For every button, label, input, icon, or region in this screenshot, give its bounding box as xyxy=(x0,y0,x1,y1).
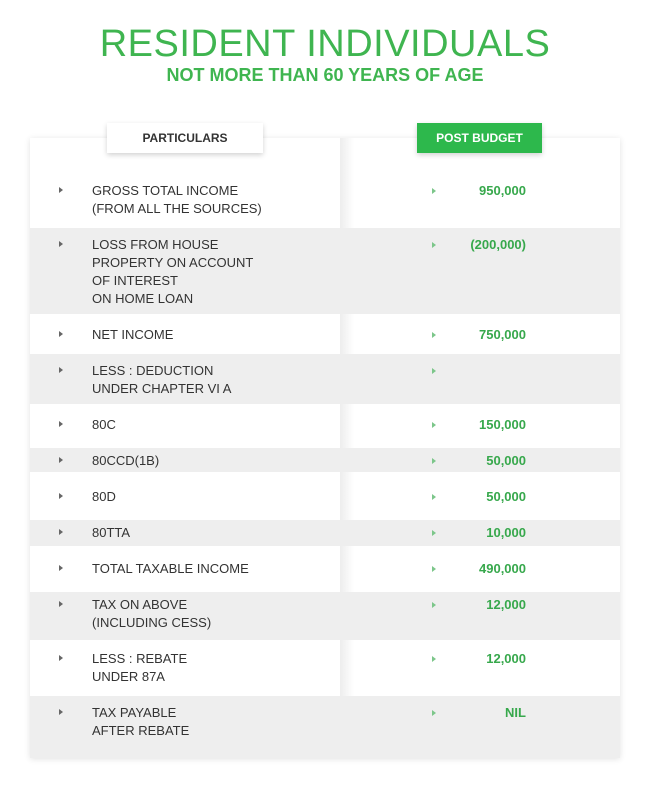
caret-right-icon xyxy=(432,368,436,374)
row-value: 750,000 xyxy=(479,327,526,342)
table-row xyxy=(30,640,620,696)
header-particulars: PARTICULARS xyxy=(107,123,263,153)
table-row xyxy=(30,354,620,404)
caret-right-icon xyxy=(432,188,436,194)
caret-right-icon xyxy=(432,710,436,716)
caret-right-icon xyxy=(59,565,63,571)
caret-right-icon xyxy=(432,530,436,536)
header-post-budget: POST BUDGET xyxy=(417,123,542,153)
row-label: TAX ON ABOVE (INCLUDING CESS) xyxy=(92,597,212,630)
row-label: GROSS TOTAL INCOME (FROM ALL THE SOURCES) xyxy=(92,183,262,216)
tax-table xyxy=(30,131,620,758)
table-row xyxy=(30,472,620,520)
caret-right-icon xyxy=(59,331,63,337)
row-label: 80TTA xyxy=(92,525,131,540)
caret-right-icon xyxy=(59,187,63,193)
table-row xyxy=(30,546,620,592)
row-label: LESS : REBATE UNDER 87A xyxy=(92,651,188,684)
row-value: 10,000 xyxy=(486,525,526,540)
caret-right-icon xyxy=(432,494,436,500)
caret-right-icon xyxy=(432,332,436,338)
caret-right-icon xyxy=(59,241,63,247)
caret-right-icon xyxy=(59,601,63,607)
row-value: 12,000 xyxy=(486,597,526,612)
caret-right-icon xyxy=(432,422,436,428)
table-row xyxy=(30,228,620,314)
table-row xyxy=(30,592,620,640)
row-label: LESS : DEDUCTION UNDER CHAPTER VI A xyxy=(92,363,232,396)
table-row xyxy=(30,520,620,546)
table-row xyxy=(30,314,620,354)
caret-right-icon xyxy=(59,457,63,463)
page-subtitle: NOT MORE THAN 60 YEARS OF AGE xyxy=(166,65,484,85)
row-value: 950,000 xyxy=(479,183,526,198)
caret-right-icon xyxy=(432,656,436,662)
row-label: TAX PAYABLE AFTER REBATE xyxy=(92,705,190,738)
table-row xyxy=(30,404,620,448)
row-value: 150,000 xyxy=(479,417,526,432)
table-row xyxy=(30,696,620,758)
caret-right-icon xyxy=(432,602,436,608)
caret-right-icon xyxy=(59,421,63,427)
caret-right-icon xyxy=(59,529,63,535)
row-value: 490,000 xyxy=(479,561,526,576)
caret-right-icon xyxy=(432,242,436,248)
caret-right-icon xyxy=(59,655,63,661)
table-row xyxy=(30,138,620,228)
row-value: 50,000 xyxy=(486,489,526,504)
caret-right-icon xyxy=(59,367,63,373)
caret-right-icon xyxy=(59,709,63,715)
row-value: 50,000 xyxy=(486,453,526,468)
caret-right-icon xyxy=(432,566,436,572)
table-row xyxy=(30,448,620,472)
row-value: (200,000) xyxy=(470,237,526,252)
caret-right-icon xyxy=(432,458,436,464)
caret-right-icon xyxy=(59,493,63,499)
row-label: 80C xyxy=(92,417,116,432)
row-label: 80D xyxy=(92,489,116,504)
row-value: NIL xyxy=(505,705,526,720)
row-label: 80CCD(1B) xyxy=(92,453,160,468)
row-label: NET INCOME xyxy=(92,327,174,342)
row-label: TOTAL TAXABLE INCOME xyxy=(92,561,249,576)
row-label: LOSS FROM HOUSE PROPERTY ON ACCOUNT OF INTEREST ON HOME LOAN xyxy=(92,237,254,306)
page-title: RESIDENT INDIVIDUALS xyxy=(99,23,551,65)
row-value: 12,000 xyxy=(486,651,526,666)
